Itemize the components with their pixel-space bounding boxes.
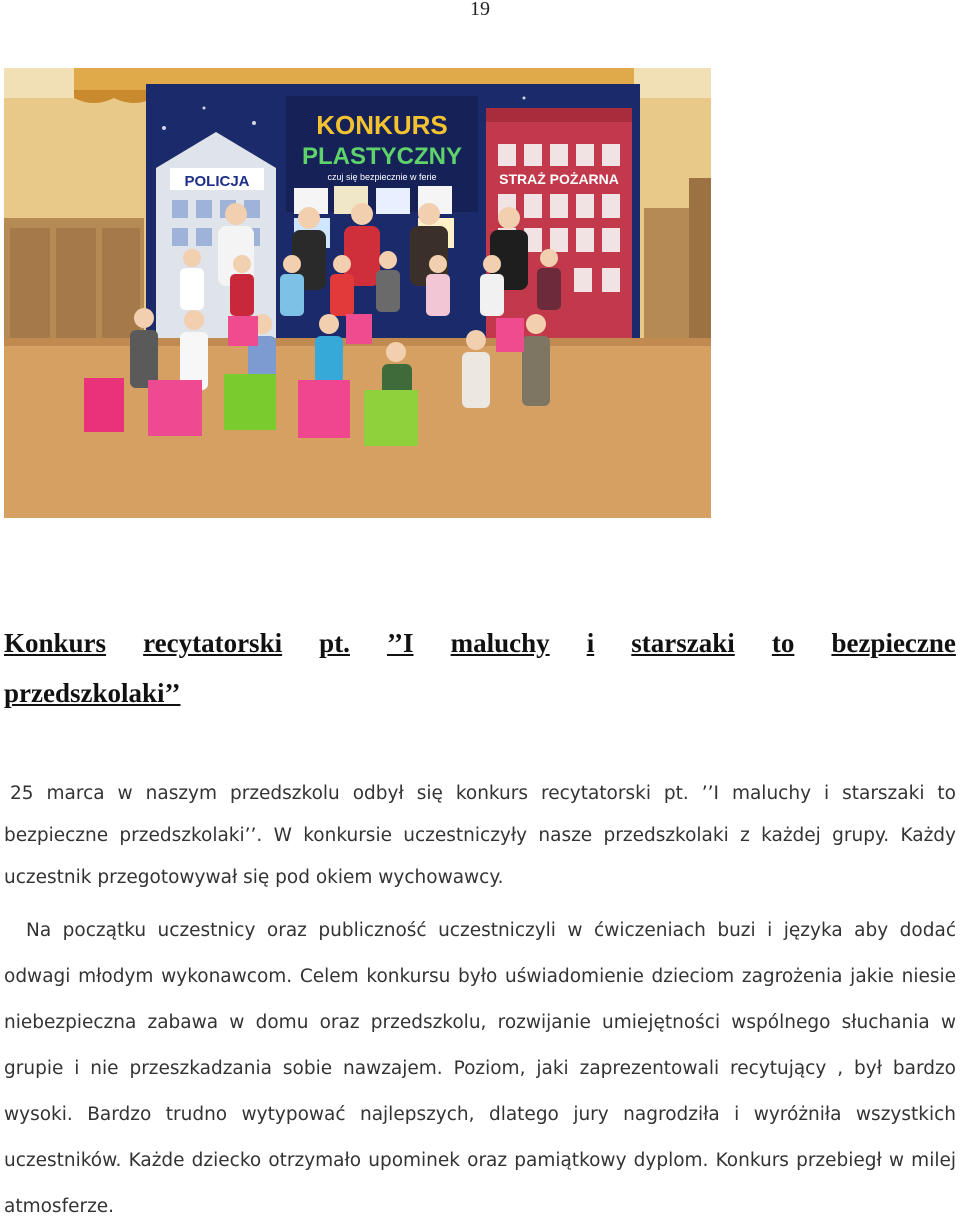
sign-konkurs: KONKURS (316, 110, 448, 140)
sign-fire-station: STRAŻ POŻARNA (499, 171, 619, 187)
heading-word: i (586, 628, 595, 658)
page-number: 19 (470, 0, 490, 20)
sign-plastyczny: PLASTYCZNY (301, 143, 463, 170)
paragraph-details: Na początku uczestnicy oraz publiczność uczestniczyli w ćwiczeniach buzi i języka aby dodać odwagi młodym wykonawcom. Celem konkursu było uświadomienie dzieciom zagrożenia jakie niesie niebezpieczna zabawa w domu oraz przedszkolu, rozwijanie umiejętności wspólnego słuchania w grupie i nie przeszkadzania sobie nawzajem. Poziom, jaki zaprezentowali recytujący , był bardzo wysoki. Bardzo trudno wytypować najlepszych, dlatego jury nagrodziła i wyróżniła wszystkich uczestników. Każde dziecko otrzymało upominek oraz pamiątkowy dyplom. Konkurs przebiegł w milej atmosferze. (4, 920, 956, 1217)
sign-subtitle: czuj się bezpiecznie w ferie (327, 172, 437, 182)
sign-police: POLICJA (184, 173, 250, 190)
heading-line-2: przedszkolaki’’ (4, 678, 181, 708)
heading-word: maluchy (450, 628, 550, 658)
heading-word: starszaki (631, 628, 735, 658)
heading-line-1 (4, 618, 956, 668)
article-heading (4, 618, 956, 718)
heading-word: Konkurs (4, 628, 107, 658)
paragraph-intro: 25 marca w naszym przedszkolu odbył się konkurs recytatorski pt. ’’I maluchy i starszaki to bezpieczne przedszkolaki’’. W konkursie uczestniczyły nasze przedszkolaki z każdej grupy. Każdy uczestnik przegotowywał się pod okiem wychowawcy. (4, 783, 956, 888)
heading-word: ’’I (387, 628, 414, 658)
heading-word: to (771, 628, 795, 658)
group-photo (4, 68, 711, 518)
heading-word: recytatorski (143, 628, 283, 658)
heading-word: bezpieczne (831, 628, 956, 658)
heading-word: pt. (319, 628, 350, 658)
group-photo-illustration (4, 68, 711, 518)
